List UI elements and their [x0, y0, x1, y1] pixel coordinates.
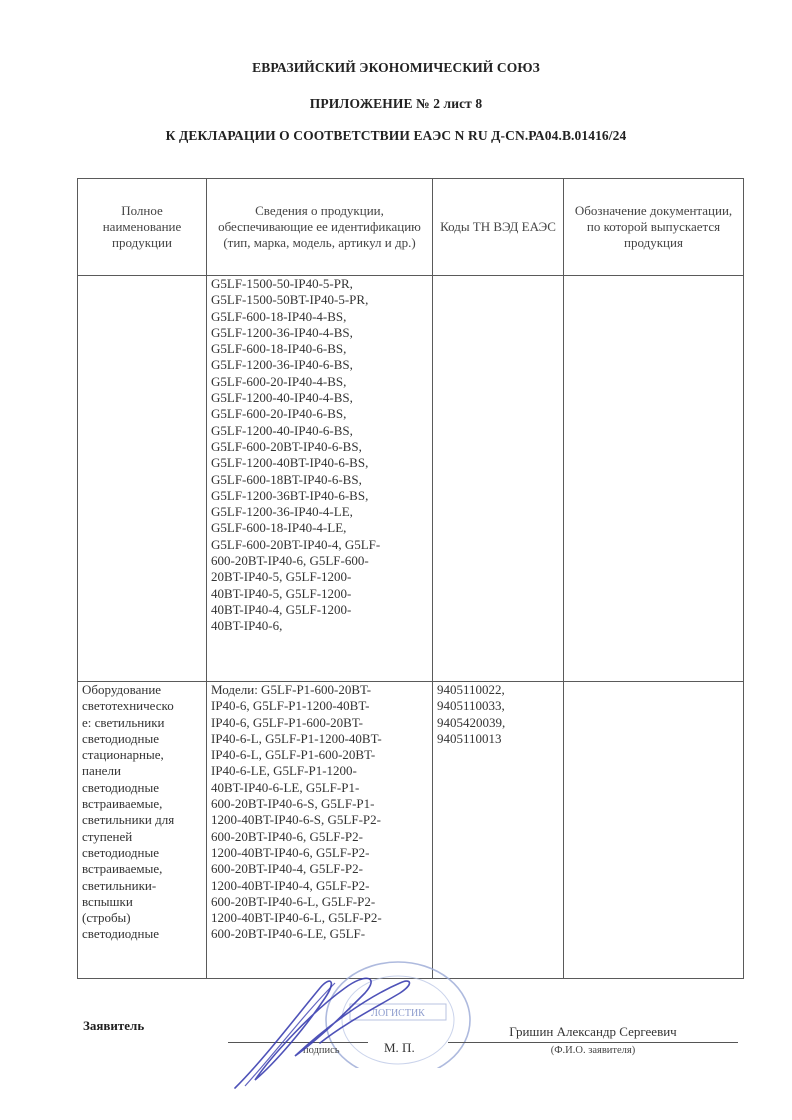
applicant-name: Гришин Александр Сергеевич [509, 1024, 677, 1039]
column-header-documentation: Обозначение документации, по которой выпускается продукция [564, 179, 744, 276]
cell-documentation [564, 682, 744, 979]
union-title: ЕВРАЗИЙСКИЙ ЭКОНОМИЧЕСКИЙ СОЮЗ [252, 60, 540, 75]
seal-label: М. П. [384, 1040, 415, 1055]
name-caption: (Ф.И.О. заявителя) [550, 1045, 636, 1056]
column-header-identification: Сведения о продукции, обеспечивающие ее идентификацию (тип, марка, модель, артикул и др.) [207, 179, 433, 276]
name-line [448, 1042, 738, 1043]
stamp-text: ЛОГИСТИК [371, 1008, 425, 1019]
column-header-tn-ved-codes: Коды ТН ВЭД ЕАЭС [433, 179, 564, 276]
cell-codes [433, 276, 564, 682]
table-row [78, 276, 744, 682]
column-header-product-name: Полное наименование продукции [78, 179, 207, 276]
declaration-title: К ДЕКЛАРАЦИИ О СООТВЕТСТВИИ ЕАЭС N RU Д-CN.РА04.В.01416/24 [165, 128, 627, 143]
table-row [78, 682, 744, 979]
applicant-label: Заявитель [83, 1018, 145, 1033]
products-table [77, 178, 744, 979]
cell-documentation [564, 276, 744, 682]
cell-identification: G5LF-1500-50-IP40-5-PR, G5LF-1500-50BT-IP40-5-PR, G5LF-600-18-IP40-4-BS, G5LF-1200-36-IP40-4-BS, G5LF-600-18-IP40-6-BS, G5LF-1200-36-IP40-6-BS, G5LF-600-20-IP40-4-BS, G5LF-1200-40-IP40-4-BS, G5LF-600-20-IP40-6-BS, G5LF-1200-40-IP40-6-BS, G5LF-600-20BT-IP40-6-BS, G5LF-1200-40BT-IP40-6-BS, G5LF-600-18BT-IP40-6-BS, G5LF-1200-36BT-IP40-6-BS, G5LF-1200-36-IP40-4-LE, G5LF-600-18-IP40-4-LE, G5LF-600-20BT-IP40-4, G5LF- 600-20BT-IP40-6, G5LF-600- 20BT-IP40-5, G5LF-1200- 40BT-IP40-5, G5LF-1200- 40BT-IP40-4, G5LF-1200- 40BT-IP40-6, [207, 276, 433, 682]
cell-product-name [78, 276, 207, 682]
cell-product-name: Оборудование светотехническо е: светильники светодиодные стационарные, панели светодиодные встраиваемые, светильники для ступеней светодиодные встраиваемые, светильники- вспышки (стробы) светодиодные [78, 682, 207, 979]
handwritten-signature-icon [225, 968, 425, 1093]
signature-caption: подпись [303, 1045, 340, 1056]
cell-codes: 9405110022, 9405110033, 9405420039, 9405110013 [433, 682, 564, 979]
table-header-row [78, 179, 744, 276]
appendix-title: ПРИЛОЖЕНИЕ № 2 лист 8 [309, 96, 483, 111]
cell-identification: Модели: G5LF-P1-600-20BT- IP40-6, G5LF-P1-1200-40BT- IP40-6, G5LF-P1-600-20BT- IP40-6-L, G5LF-P1-1200-40BT- IP40-6-L, G5LF-P1-600-20BT- IP40-6-LE, G5LF-P1-1200- 40BT-IP40-6-LE, G5LF-P1- 600-20BT-IP40-6-S, G5LF-P1- 1200-40BT-IP40-6-S, G5LF-P2- 600-20BT-IP40-6, G5LF-P2- 1200-40BT-IP40-6, G5LF-P2- 600-20BT-IP40-4, G5LF-P2- 1200-40BT-IP40-4, G5LF-P2- 600-20BT-IP40-6-L, G5LF-P2- 1200-40BT-IP40-6-L, G5LF-P2- 600-20BT-IP40-6-LE, G5LF- [207, 682, 433, 979]
